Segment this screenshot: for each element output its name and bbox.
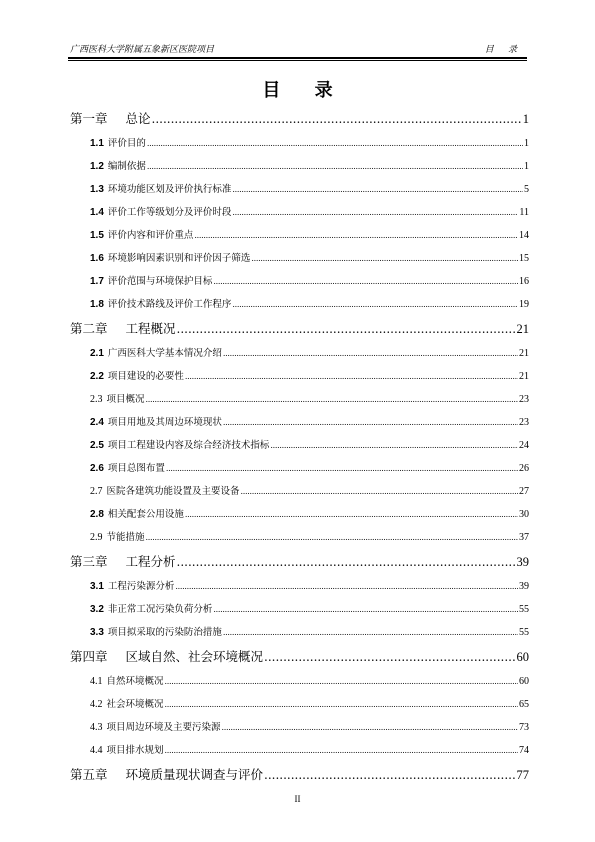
toc-entry-number: 2.5 — [90, 440, 104, 451]
toc-entry-page: 55 — [519, 604, 529, 615]
toc-leader-dots — [222, 716, 518, 739]
toc-entry-title: 非正常工况污染负荷分析 — [107, 604, 213, 615]
toc-entry-label — [90, 270, 212, 293]
toc-entry-page: 1 — [524, 161, 529, 172]
toc-entry-title: 工程污染源分析 — [107, 581, 175, 592]
header-section-name: 目 录 — [484, 44, 523, 54]
toc-entry-number: 第二章 — [70, 321, 108, 336]
toc-leader-dots — [146, 526, 518, 549]
toc-leader-dots — [165, 739, 518, 762]
toc-entry-page: 23 — [519, 417, 529, 428]
toc-section-entry[interactable] — [70, 247, 529, 270]
toc-section-entry[interactable] — [70, 388, 529, 411]
toc-section-entry[interactable] — [70, 365, 529, 388]
toc-entry-title: 项目周边环境及主要污染源 — [106, 722, 221, 733]
toc-leader-dots — [194, 224, 518, 247]
toc-entry-title: 编制依据 — [107, 161, 146, 172]
toc-section-entry[interactable] — [70, 598, 529, 621]
toc-section-entry[interactable] — [70, 739, 529, 762]
toc-entry-page: 39 — [516, 555, 529, 569]
toc-entry-page: 39 — [519, 581, 529, 592]
toc-entry-title: 项目建设的必要性 — [107, 371, 184, 382]
toc-entry-page: 19 — [519, 299, 529, 310]
toc-entry-label — [90, 132, 146, 155]
toc-section-entry[interactable] — [70, 526, 529, 549]
toc-entry-number: 4.3 — [90, 722, 103, 733]
toc-entry-page: 60 — [519, 676, 529, 687]
toc-leader-dots — [165, 693, 518, 716]
toc-leader-dots — [232, 201, 518, 224]
toc-section-entry[interactable] — [70, 693, 529, 716]
toc-section-entry[interactable] — [70, 132, 529, 155]
toc-entry-number: 第四章 — [70, 649, 108, 664]
toc-entry-number: 第三章 — [70, 554, 108, 569]
toc-entry-number: 4.1 — [90, 676, 103, 687]
toc-entry-title: 广西医科大学基本情况介绍 — [107, 348, 222, 359]
toc-entry-page: 1 — [522, 112, 529, 126]
toc-entry-page: 24 — [519, 440, 529, 451]
toc-entry-page: 37 — [519, 532, 529, 543]
toc-entry-number: 3.2 — [90, 604, 104, 615]
toc-section-entry[interactable] — [70, 434, 529, 457]
toc-entry-title: 项目概况 — [106, 394, 145, 405]
toc-entry-number: 2.7 — [90, 486, 103, 497]
toc-leader-dots — [264, 644, 515, 670]
page-title: 目 录 — [262, 80, 347, 101]
toc-entry-title: 相关配套公用设施 — [107, 509, 184, 520]
header-rule-thick — [68, 57, 527, 59]
toc-entry-label — [90, 503, 184, 526]
toc-leader-dots — [152, 106, 522, 132]
toc-entry-label — [90, 575, 174, 598]
toc-entry-label — [90, 201, 231, 224]
toc-entry-page: 65 — [519, 699, 529, 710]
toc-entry-number: 2.3 — [90, 394, 103, 405]
toc-chapter-entry[interactable] — [70, 762, 529, 788]
toc-entry-title: 区域自然、社会环境概况 — [125, 649, 264, 664]
toc-entry-number: 3.3 — [90, 627, 104, 638]
toc-entry-title: 节能措施 — [106, 532, 145, 543]
toc-section-entry[interactable] — [70, 457, 529, 480]
toc-leader-dots — [223, 411, 518, 434]
toc-section-entry[interactable] — [70, 293, 529, 316]
toc-section-entry[interactable] — [70, 155, 529, 178]
page-header — [68, 40, 527, 56]
toc-entry-label — [90, 178, 231, 201]
toc-leader-dots — [213, 598, 518, 621]
toc-leader-dots — [251, 247, 518, 270]
toc-chapter-entry[interactable] — [70, 644, 529, 670]
toc-entry-page: 21 — [519, 371, 529, 382]
toc-entry-label — [90, 526, 145, 549]
toc-entry-page: 1 — [524, 138, 529, 149]
toc-entry-label — [90, 716, 221, 739]
toc-entry-number: 4.2 — [90, 699, 103, 710]
toc-entry-label — [70, 316, 176, 342]
toc-entry-label — [90, 670, 164, 693]
toc-entry-number: 2.9 — [90, 532, 103, 543]
toc-entry-page: 11 — [519, 207, 529, 218]
toc-entry-number: 1.4 — [90, 207, 104, 218]
toc-entry-title: 评价内容和评价重点 — [107, 230, 194, 241]
toc-leader-dots — [241, 480, 518, 503]
toc-entry-page: 21 — [519, 348, 529, 359]
toc-leader-dots — [232, 293, 518, 316]
toc-leader-dots — [264, 762, 515, 788]
toc-entry-title: 环境影响因素识别和评价因子筛选 — [107, 253, 251, 264]
toc-leader-dots — [223, 621, 518, 644]
toc-entry-label — [90, 598, 212, 621]
toc-entry-label — [90, 247, 250, 270]
toc-leader-dots — [147, 132, 523, 155]
toc-entry-label — [90, 457, 165, 480]
toc-section-entry[interactable] — [70, 224, 529, 247]
toc-entry-number: 1.6 — [90, 253, 104, 264]
toc-entry-number: 2.6 — [90, 463, 104, 474]
toc-entry-label — [90, 411, 222, 434]
toc-entry-title: 评价技术路线及评价工作程序 — [107, 299, 232, 310]
toc-entry-number: 第五章 — [70, 767, 108, 782]
toc-leader-dots — [213, 270, 518, 293]
toc-section-entry[interactable] — [70, 411, 529, 434]
toc-entry-page: 60 — [516, 650, 529, 664]
toc-entry-label — [70, 762, 263, 788]
toc-leader-dots — [147, 155, 523, 178]
toc-leader-dots — [223, 342, 518, 365]
header-project-name: 广西医科大学附属五象新区医院项目 — [70, 44, 215, 54]
toc-section-entry[interactable] — [70, 480, 529, 503]
toc-entry-title: 评价目的 — [107, 138, 146, 149]
toc-entry-page: 74 — [519, 745, 529, 756]
toc-entry-page: 5 — [524, 184, 529, 195]
toc-entry-page: 30 — [519, 509, 529, 520]
toc-entry-number: 2.8 — [90, 509, 104, 520]
toc-entry-title: 工程分析 — [125, 554, 176, 569]
toc-entry-number: 1.2 — [90, 161, 104, 172]
toc-entry-page: 55 — [519, 627, 529, 638]
toc-section-entry[interactable] — [70, 670, 529, 693]
table-of-contents — [70, 106, 529, 788]
toc-section-entry[interactable] — [70, 178, 529, 201]
toc-entry-label — [90, 155, 146, 178]
toc-entry-label — [70, 644, 263, 670]
toc-section-entry[interactable] — [70, 621, 529, 644]
toc-leader-dots — [185, 365, 518, 388]
toc-entry-page: 16 — [519, 276, 529, 287]
toc-section-entry[interactable] — [70, 270, 529, 293]
toc-entry-page: 27 — [519, 486, 529, 497]
toc-entry-number: 2.2 — [90, 371, 104, 382]
toc-entry-page: 15 — [519, 253, 529, 264]
toc-entry-label — [90, 388, 145, 411]
toc-entry-number: 1.1 — [90, 138, 104, 149]
toc-entry-title: 自然环境概况 — [106, 676, 164, 687]
toc-entry-page: 73 — [519, 722, 529, 733]
toc-entry-label — [70, 106, 151, 132]
toc-entry-page: 77 — [516, 768, 529, 782]
toc-entry-label — [90, 693, 164, 716]
toc-entry-title: 项目拟采取的污染防治措施 — [107, 627, 222, 638]
toc-leader-dots — [175, 575, 518, 598]
toc-entry-title: 项目用地及其周边环境现状 — [107, 417, 222, 428]
toc-section-entry[interactable] — [70, 201, 529, 224]
toc-entry-title: 工程概况 — [125, 321, 176, 336]
toc-entry-number: 1.3 — [90, 184, 104, 195]
toc-entry-label — [90, 434, 269, 457]
toc-leader-dots — [232, 178, 523, 201]
toc-entry-label — [90, 480, 240, 503]
toc-chapter-entry[interactable] — [70, 316, 529, 342]
toc-leader-dots — [146, 388, 518, 411]
toc-entry-page: 14 — [519, 230, 529, 241]
toc-leader-dots — [177, 549, 516, 575]
toc-entry-page: 26 — [519, 463, 529, 474]
toc-entry-title: 项目总图布置 — [107, 463, 165, 474]
toc-entry-label — [90, 224, 193, 247]
toc-section-entry[interactable] — [70, 575, 529, 598]
toc-leader-dots — [166, 457, 518, 480]
toc-entry-number: 4.4 — [90, 745, 103, 756]
toc-leader-dots — [185, 503, 518, 526]
toc-section-entry[interactable] — [70, 716, 529, 739]
toc-entry-number: 第一章 — [70, 111, 108, 126]
toc-entry-title: 项目工程建设内容及综合经济技术指标 — [107, 440, 270, 451]
toc-section-entry[interactable] — [70, 503, 529, 526]
toc-entry-label — [90, 342, 222, 365]
toc-leader-dots — [165, 670, 518, 693]
toc-entry-number: 1.8 — [90, 299, 104, 310]
page-number: II — [294, 794, 301, 804]
toc-entry-number: 2.4 — [90, 417, 104, 428]
toc-entry-number: 2.1 — [90, 348, 104, 359]
toc-entry-title: 医院各建筑功能设置及主要设备 — [106, 486, 240, 497]
toc-entry-page: 21 — [516, 322, 529, 336]
toc-entry-title: 评价工作等级划分及评价时段 — [107, 207, 232, 218]
toc-entry-label — [90, 621, 222, 644]
toc-entry-label — [70, 549, 176, 575]
toc-section-entry[interactable] — [70, 342, 529, 365]
toc-entry-title: 社会环境概况 — [106, 699, 164, 710]
toc-entry-label — [90, 739, 164, 762]
toc-entry-label — [90, 365, 184, 388]
toc-entry-title: 总论 — [125, 111, 151, 126]
toc-chapter-entry[interactable] — [70, 106, 529, 132]
toc-entry-number: 1.7 — [90, 276, 104, 287]
toc-entry-number: 1.5 — [90, 230, 104, 241]
toc-chapter-entry[interactable] — [70, 549, 529, 575]
toc-entry-label — [90, 293, 231, 316]
toc-entry-title: 项目排水规划 — [106, 745, 164, 756]
toc-entry-title: 评价范围与环境保护目标 — [107, 276, 213, 287]
toc-leader-dots — [177, 316, 516, 342]
toc-entry-title: 环境功能区划及评价执行标准 — [107, 184, 232, 195]
toc-leader-dots — [270, 434, 518, 457]
toc-entry-title: 环境质量现状调查与评价 — [125, 767, 264, 782]
toc-entry-number: 3.1 — [90, 581, 104, 592]
toc-entry-page: 23 — [519, 394, 529, 405]
header-rule-thin — [68, 60, 527, 61]
